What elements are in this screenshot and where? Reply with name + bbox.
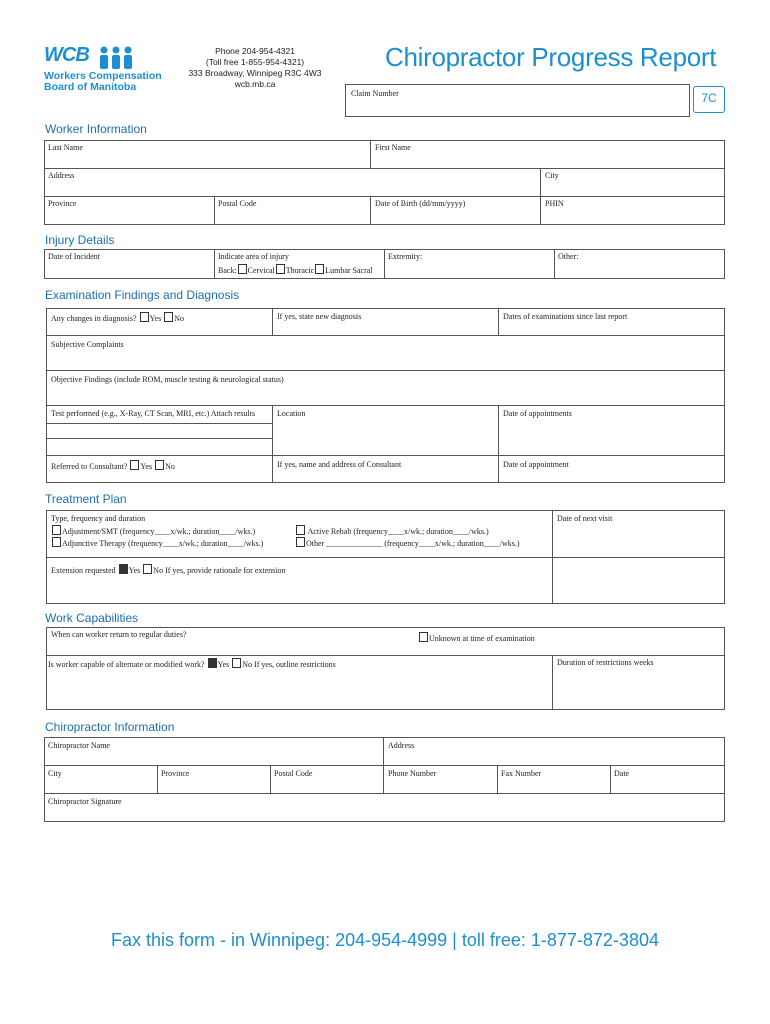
active-rehab-label: Active Rehab (frequency____x/wk.; duration____/wks.) [307, 527, 489, 536]
logo-figures-icon [96, 46, 176, 70]
chiro-address-field[interactable]: Address [388, 741, 415, 750]
diagnosis-change-label: Any changes in diagnosis? [51, 314, 137, 323]
diagnosis-change-question [51, 312, 184, 323]
consultant-field[interactable]: If yes, name and address of Consultant [277, 460, 402, 469]
contact-block [185, 46, 325, 90]
alternate-no-checkbox[interactable] [232, 658, 241, 668]
injury-area-options [218, 264, 373, 275]
new-diagnosis-field[interactable]: If yes, state new diagnosis [277, 312, 362, 321]
date-of-incident-field[interactable]: Date of Incident [48, 252, 100, 261]
cervical-checkbox[interactable] [238, 264, 247, 274]
org-name-line2: Board of Manitoba [44, 81, 137, 93]
injury-heading: Injury Details [45, 233, 115, 247]
contact-web: wcb.mb.ca [234, 79, 276, 89]
contact-address: 333 Broadway, Winnipeg R3C 4W3 [188, 68, 322, 78]
org-name-line1: Workers Compensation [44, 70, 162, 82]
objective-findings-field[interactable]: Objective Findings (include ROM, muscle testing & neurological status) [51, 375, 284, 384]
referred-no-label: No [165, 462, 175, 471]
other-treatment-checkbox[interactable] [296, 537, 305, 547]
alternate-no-label: No [242, 660, 253, 669]
chiro-heading: Chiropractor Information [45, 720, 175, 734]
exam-heading: Examination Findings and Diagnosis [45, 288, 240, 302]
thoracic-label: Thoracic [285, 266, 315, 275]
adjunctive-label: Adjunctive Therapy (frequency____x/wk.; duration____/wks.) [62, 539, 264, 548]
chiro-fax-field[interactable]: Fax Number [501, 769, 542, 778]
treatment-heading: Treatment Plan [45, 492, 127, 506]
other-treatment-option [295, 537, 520, 548]
extremity-field[interactable]: Extremity: [388, 252, 423, 261]
dates-exam-field[interactable]: Dates of examinations since last report [503, 312, 628, 321]
address-field[interactable]: Address [48, 171, 75, 180]
referred-yes-checkbox[interactable] [130, 460, 139, 470]
form-code: 7C [701, 91, 717, 105]
dob-field[interactable]: Date of Birth (dd/mm/yyyy) [375, 199, 466, 208]
city-field[interactable]: City [545, 171, 559, 180]
chiro-date-field[interactable]: Date [614, 769, 630, 778]
logo-wordmark: WCB [44, 44, 89, 66]
diagnosis-yes-label: Yes [149, 314, 162, 323]
first-name-field[interactable]: First Name [375, 143, 411, 152]
extension-label: Extension requested [51, 566, 116, 575]
chiro-name-field[interactable]: Chiropractor Name [48, 741, 110, 750]
unknown-checkbox[interactable] [419, 632, 428, 642]
cervical-label: Cervical [247, 266, 275, 275]
alternate-yes-checkbox[interactable] [208, 658, 217, 668]
referred-no-checkbox[interactable] [155, 460, 164, 470]
return-duties-field[interactable]: When can worker return to regular duties? [51, 630, 187, 639]
lumbar-label: Lumbar Sacral [325, 266, 373, 275]
alternate-work-question [48, 658, 336, 669]
diagnosis-no-label: No [174, 314, 184, 323]
thoracic-checkbox[interactable] [276, 264, 285, 274]
other-field[interactable]: Other: [558, 252, 579, 261]
subjective-complaints-field[interactable]: Subjective Complaints [51, 340, 124, 349]
page-title: Chiropractor Progress Report [385, 42, 717, 72]
duration-restrictions-field[interactable]: Duration of restrictions weeks [557, 658, 654, 667]
chiro-phone-field[interactable]: Phone Number [388, 769, 437, 778]
active-rehab-option [295, 525, 489, 536]
phin-field[interactable]: PHIN [545, 199, 564, 208]
extension-question [51, 564, 285, 575]
treatment-type-label: Type, frequency and duration [51, 514, 146, 523]
test-location-field[interactable]: Location [277, 409, 306, 418]
back-label: Back: [218, 266, 237, 275]
unknown-label: Unknown at time of examination [429, 634, 535, 643]
unknown-option [418, 632, 535, 643]
extension-no-label: No [153, 566, 164, 575]
extension-yes-checkbox[interactable] [119, 564, 128, 574]
adjustment-label: Adjustment/SMT (frequency____x/wk.; duration____/wks.) [62, 527, 256, 536]
alternate-work-label: Is worker capable of alternate or modified work? [48, 660, 205, 669]
active-rehab-checkbox[interactable] [296, 525, 305, 535]
chiro-signature-field[interactable]: Chiropractor Signature [48, 797, 122, 806]
date-appointment-field[interactable]: Date of appointment [503, 460, 569, 469]
contact-phone: Phone 204-954-4321 [215, 46, 295, 56]
extension-yes-label: Yes [128, 566, 141, 575]
extension-rationale-label: If yes, provide rationale for extension [165, 566, 286, 575]
restrictions-label: If yes, outline restrictions [254, 660, 336, 669]
chiro-city-field[interactable]: City [48, 769, 62, 778]
tests-performed-field[interactable]: Test performed (e.g., X-Ray, CT Scan, MRI, etc.) Attach results [51, 409, 256, 418]
fax-footer: Fax this form - in Winnipeg: 204-954-4999 | toll free: 1-877-872-3804 [111, 930, 659, 950]
referred-question [51, 460, 175, 471]
adjunctive-option [51, 537, 263, 548]
adjunctive-checkbox[interactable] [52, 537, 61, 547]
referred-label: Referred to Consultant? [51, 462, 128, 471]
last-name-field[interactable]: Last Name [48, 143, 83, 152]
worker-info-grid [44, 140, 725, 225]
adjustment-checkbox[interactable] [52, 525, 61, 535]
other-treatment-label: Other ______________ (frequency____x/wk.; duration____/wks.) [306, 539, 520, 548]
chiro-province-field[interactable]: Province [161, 769, 190, 778]
adjustment-option [51, 525, 255, 536]
postal-code-field[interactable]: Postal Code [218, 199, 257, 208]
diagnosis-no-checkbox[interactable] [164, 312, 173, 322]
referred-yes-label: Yes [140, 462, 153, 471]
lumbar-checkbox[interactable] [315, 264, 324, 274]
extension-no-checkbox[interactable] [143, 564, 152, 574]
claim-number-label: Claim Number [351, 89, 399, 98]
next-visit-field[interactable]: Date of next visit [557, 514, 613, 523]
worker-info-heading: Worker Information [45, 122, 147, 136]
injury-area-label: Indicate area of injury [218, 252, 289, 261]
wcb-logo [44, 46, 174, 92]
date-appointments-field[interactable]: Date of appointments [503, 409, 572, 418]
alternate-yes-label: Yes [217, 660, 230, 669]
diagnosis-yes-checkbox[interactable] [140, 312, 149, 322]
province-field[interactable]: Province [48, 199, 77, 208]
work-heading: Work Capabilities [45, 611, 139, 625]
contact-tollfree: (Toll free 1-855-954-4321) [205, 57, 305, 67]
chiro-grid [44, 737, 725, 822]
chiro-postal-field[interactable]: Postal Code [274, 769, 313, 778]
